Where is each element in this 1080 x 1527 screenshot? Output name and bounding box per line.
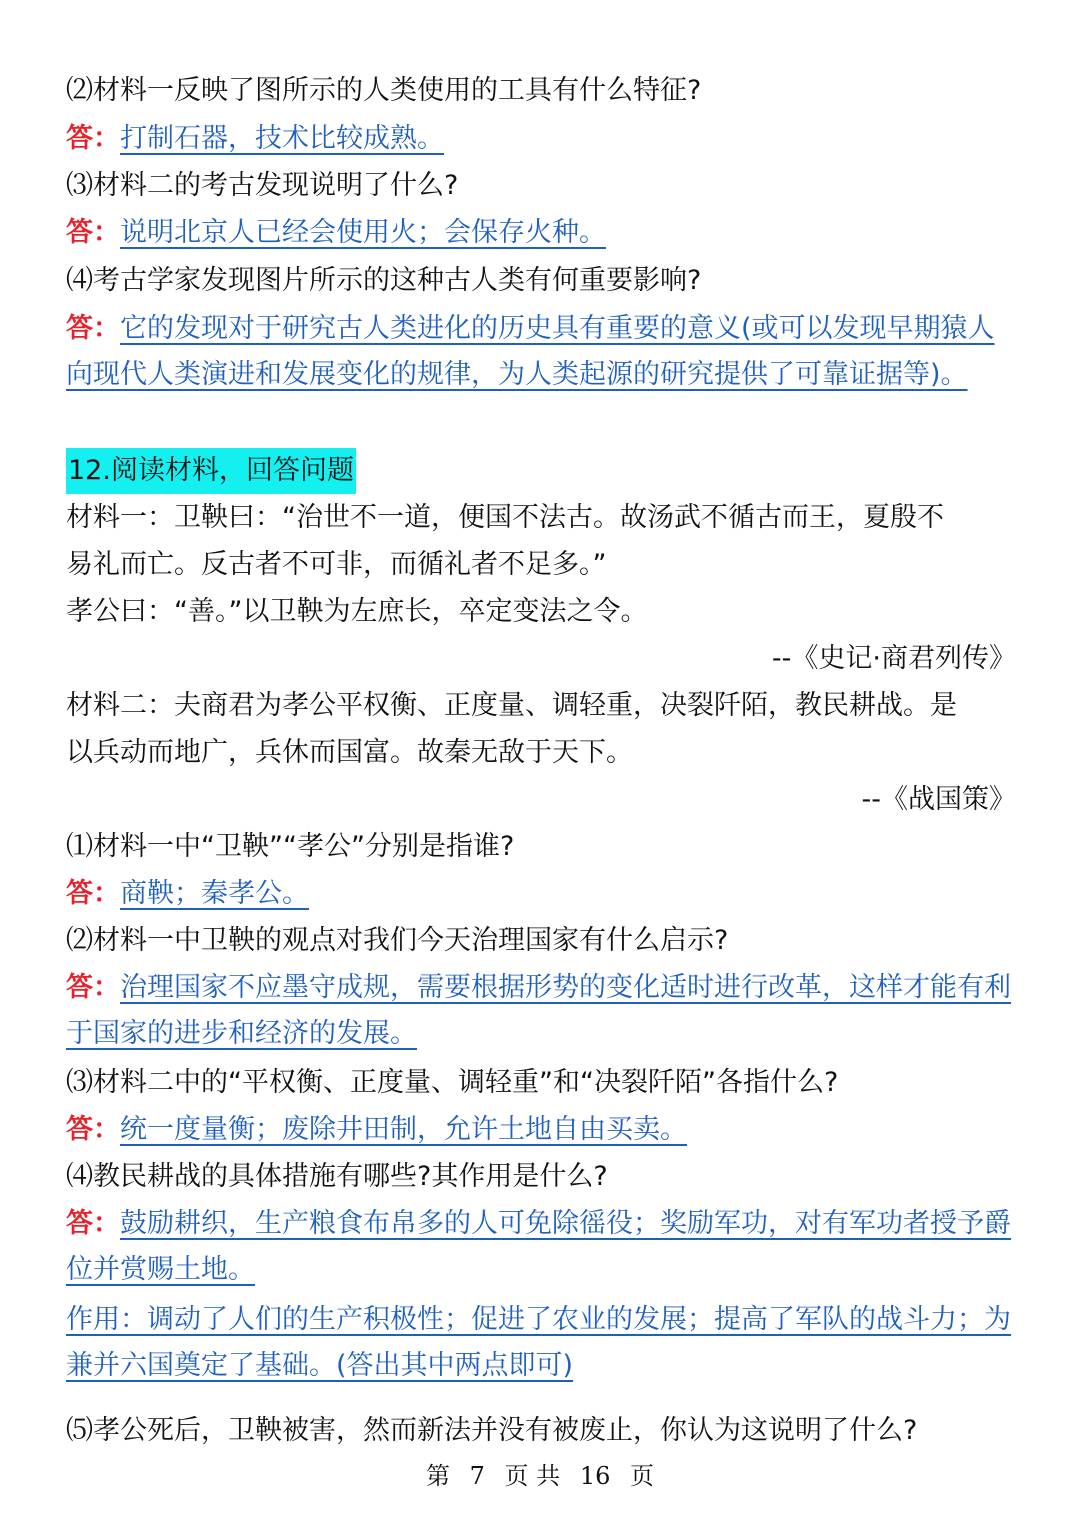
material-1-line-1: 材料一：卫鞅曰：“治世不一道，便国不法古。故汤武不循古而王，夏殷不 (66, 502, 944, 533)
material-1-line-2: 易礼而亡。反古者不可非，而循礼者不足多。” (66, 549, 607, 580)
answer-label: 答： (66, 878, 120, 909)
answer-label: 答： (66, 217, 120, 248)
answer-2-tools (66, 116, 1016, 162)
question-4-measures: ⑷教民耕战的具体措施有哪些?其作用是什么? (66, 1161, 608, 1192)
footer-current-page: 7 (469, 1462, 485, 1490)
answer-label: 答： (66, 972, 120, 1003)
answer-1-who (66, 871, 1016, 917)
answer-text: 说明北京人已经会使用火；会保存火种。 (120, 217, 606, 248)
answer-label: 答： (66, 1114, 120, 1145)
question-3-archaeology: ⑶材料二的考古发现说明了什么? (66, 170, 459, 201)
question-3-meaning: ⑶材料二中的“平权衡、正度量、调轻重”和“决裂阡陌”各指什么? (66, 1067, 839, 1098)
footer-prefix: 第 (425, 1462, 450, 1490)
answer-label: 答： (66, 313, 120, 344)
answer-3-archaeology (66, 210, 1016, 256)
answer-text: 打制石器，技术比较成熟。 (120, 123, 444, 154)
answer-4-significance (66, 306, 1016, 398)
answer-text: 统一度量衡；废除井田制，允许土地自由买卖。 (120, 1114, 687, 1145)
answer-text: 商鞅；秦孝公。 (120, 878, 309, 909)
material-1-source: --《史记·商君列传》 (771, 643, 1016, 674)
answer-label: 答： (66, 123, 120, 154)
material-2-source: --《战国策》 (861, 784, 1016, 815)
answer-2-insight (66, 965, 1016, 1057)
answer-label: 答： (66, 1208, 120, 1239)
answer-text: 它的发现对于研究古人类进化的历史具有重要的意义(或可以发现早期猿人向现代人类演进和发展变化的规律，为人类起源的研究提供了可靠证据等)。 (66, 313, 995, 390)
footer-total-pages: 16 (579, 1462, 611, 1490)
section-12-heading (66, 448, 1016, 494)
material-1-line-3: 孝公曰：“善。”以卫鞅为左庶长，卒定变法之令。 (66, 596, 648, 627)
material-2-line-2: 以兵动而地广，兵休而国富。故秦无敌于天下。 (66, 737, 633, 768)
highlighted-heading: 12.阅读材料，回答问题 (66, 448, 356, 494)
answer-text: 鼓励耕织，生产粮食布帛多的人可免除徭役；奖励军功，对有军功者授予爵位并赏赐土地。 (66, 1208, 1011, 1285)
answer-4-effect (66, 1297, 1016, 1389)
question-5-new-law: ⑸孝公死后，卫鞅被害，然而新法并没有被废止，你认为这说明了什么? (66, 1415, 918, 1446)
answer-4-measures (66, 1201, 1016, 1293)
material-2-line-1: 材料二：夫商君为孝公平权衡、正度量、调轻重，决裂阡陌，教民耕战。是 (66, 690, 957, 721)
footer-mid: 页 共 (504, 1462, 561, 1490)
question-4-significance: ⑷考古学家发现图片所示的这种古人类有何重要影响? (66, 265, 702, 296)
answer-text: 治理国家不应墨守成规，需要根据形势的变化适时进行改革，这样才能有利于国家的进步和经济的发展。 (66, 972, 1011, 1049)
page-footer (0, 1456, 1080, 1491)
question-2-insight: ⑵材料一中卫鞅的观点对我们今天治理国家有什么启示? (66, 925, 729, 956)
effect-text: 作用：调动了人们的生产积极性；促进了农业的发展；提高了军队的战斗力；为兼并六国奠定了基础。(答出其中两点即可) (66, 1304, 1011, 1381)
answer-3-meaning (66, 1107, 1016, 1153)
question-1-who: ⑴材料一中“卫鞅”“孝公”分别是指谁? (66, 831, 515, 862)
footer-suffix: 页 (630, 1462, 655, 1490)
question-2-tools: ⑵材料一反映了图所示的人类使用的工具有什么特征? (66, 75, 702, 106)
